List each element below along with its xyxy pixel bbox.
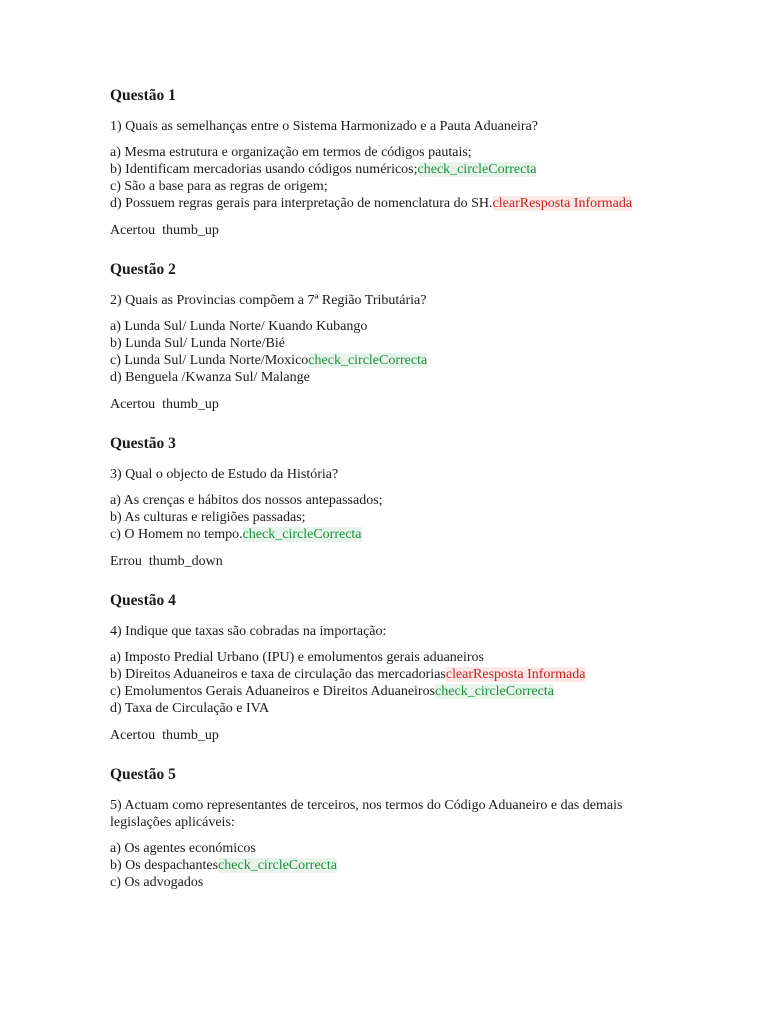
question-title: Questão 3 xyxy=(110,435,176,452)
option-b xyxy=(110,857,650,874)
option-text: d) Benguela /Kwanza Sul/ Malange xyxy=(110,370,310,385)
option-text: d) Taxa de Circulação e IVA xyxy=(110,701,270,716)
option-c xyxy=(110,352,650,369)
result-line xyxy=(110,222,650,239)
question-text: 4) Indique que taxas são cobradas na importação: xyxy=(110,624,387,639)
option-list xyxy=(110,492,650,543)
question-title: Questão 4 xyxy=(110,592,176,609)
result-status: Errou xyxy=(110,554,142,569)
option-c xyxy=(110,178,650,195)
question-4 xyxy=(110,589,650,744)
thumb-up-icon: thumb_up xyxy=(162,223,219,238)
correct-answer-badge: check_circleCorrecta xyxy=(242,527,362,542)
option-text: b) Lunda Sul/ Lunda Norte/Bié xyxy=(110,336,285,351)
option-a xyxy=(110,144,650,161)
question-title: Questão 5 xyxy=(110,766,176,783)
option-c xyxy=(110,526,650,543)
quiz-document xyxy=(110,84,650,901)
option-b xyxy=(110,335,650,352)
option-text: c) Os advogados xyxy=(110,875,204,890)
option-text: a) As crenças e hábitos dos nossos antepassados; xyxy=(110,493,383,508)
question-text: 5) Actuam como representantes de terceiros, nos termos do Código Aduaneiro e das demais legislações aplicáveis: xyxy=(110,798,623,830)
question-title: Questão 2 xyxy=(110,261,176,278)
option-text: c) São a base para as regras de origem; xyxy=(110,179,328,194)
option-text: c) Lunda Sul/ Lunda Norte/Moxico xyxy=(110,353,309,368)
result-status: Acertou xyxy=(110,728,156,743)
option-c xyxy=(110,874,650,891)
option-a xyxy=(110,318,650,335)
option-text: c) O Homem no tempo. xyxy=(110,527,243,542)
option-b xyxy=(110,161,650,178)
option-text: b) Identificam mercadorias usando códigos numéricos; xyxy=(110,162,418,177)
option-text: a) Imposto Predial Urbano (IPU) e emolumentos gerais aduaneiros xyxy=(110,650,485,665)
result-line xyxy=(110,396,650,413)
thumb-up-icon: thumb_up xyxy=(162,397,219,412)
option-c xyxy=(110,683,650,700)
correct-answer-badge: check_circleCorrecta xyxy=(308,353,428,368)
option-list xyxy=(110,144,650,212)
option-text: d) Possuem regras gerais para interpretação de nomenclatura do SH. xyxy=(110,196,493,211)
question-text: 3) Qual o objecto de Estudo da História? xyxy=(110,467,339,482)
option-b xyxy=(110,509,650,526)
question-title: Questão 1 xyxy=(110,87,176,104)
correct-answer-badge: check_circleCorrecta xyxy=(417,162,537,177)
question-text: 2) Quais as Provincias compõem a 7ª Região Tributária? xyxy=(110,293,427,308)
option-text: a) Os agentes económicos xyxy=(110,841,256,856)
option-a xyxy=(110,840,650,857)
thumb-up-icon: thumb_up xyxy=(162,728,219,743)
correct-answer-badge: check_circleCorrecta xyxy=(218,858,337,873)
option-a xyxy=(110,649,650,666)
option-text: b) Direitos Aduaneiros e taxa de circulação das mercadorias xyxy=(110,667,446,682)
option-text: b) Os despachantes xyxy=(110,858,219,873)
option-d xyxy=(110,700,650,717)
result-line xyxy=(110,553,650,570)
question-2 xyxy=(110,258,650,413)
option-d xyxy=(110,195,650,212)
thumb-down-icon: thumb_down xyxy=(148,554,223,569)
option-list xyxy=(110,840,650,891)
result-status: Acertou xyxy=(110,397,156,412)
option-a xyxy=(110,492,650,509)
option-text: c) Emolumentos Gerais Aduaneiros e Direitos Aduaneiros xyxy=(110,684,436,699)
question-5 xyxy=(110,763,650,891)
informed-answer-badge: clearResposta Informada xyxy=(492,196,633,211)
question-text: 1) Quais as semelhanças entre o Sistema Harmonizado e a Pauta Aduaneira? xyxy=(110,119,539,134)
option-text: a) Mesma estrutura e organização em termos de códigos pautais; xyxy=(110,145,472,160)
option-list xyxy=(110,649,650,717)
informed-answer-badge: clearResposta Informada xyxy=(445,667,586,682)
option-d xyxy=(110,369,650,386)
correct-answer-badge: check_circleCorrecta xyxy=(435,684,554,699)
option-text: a) Lunda Sul/ Lunda Norte/ Kuando Kubango xyxy=(110,319,368,334)
option-list xyxy=(110,318,650,386)
option-b xyxy=(110,666,650,683)
option-text: b) As culturas e religiões passadas; xyxy=(110,510,306,525)
result-line xyxy=(110,727,650,744)
question-1 xyxy=(110,84,650,239)
question-3 xyxy=(110,432,650,570)
result-status: Acertou xyxy=(110,223,156,238)
